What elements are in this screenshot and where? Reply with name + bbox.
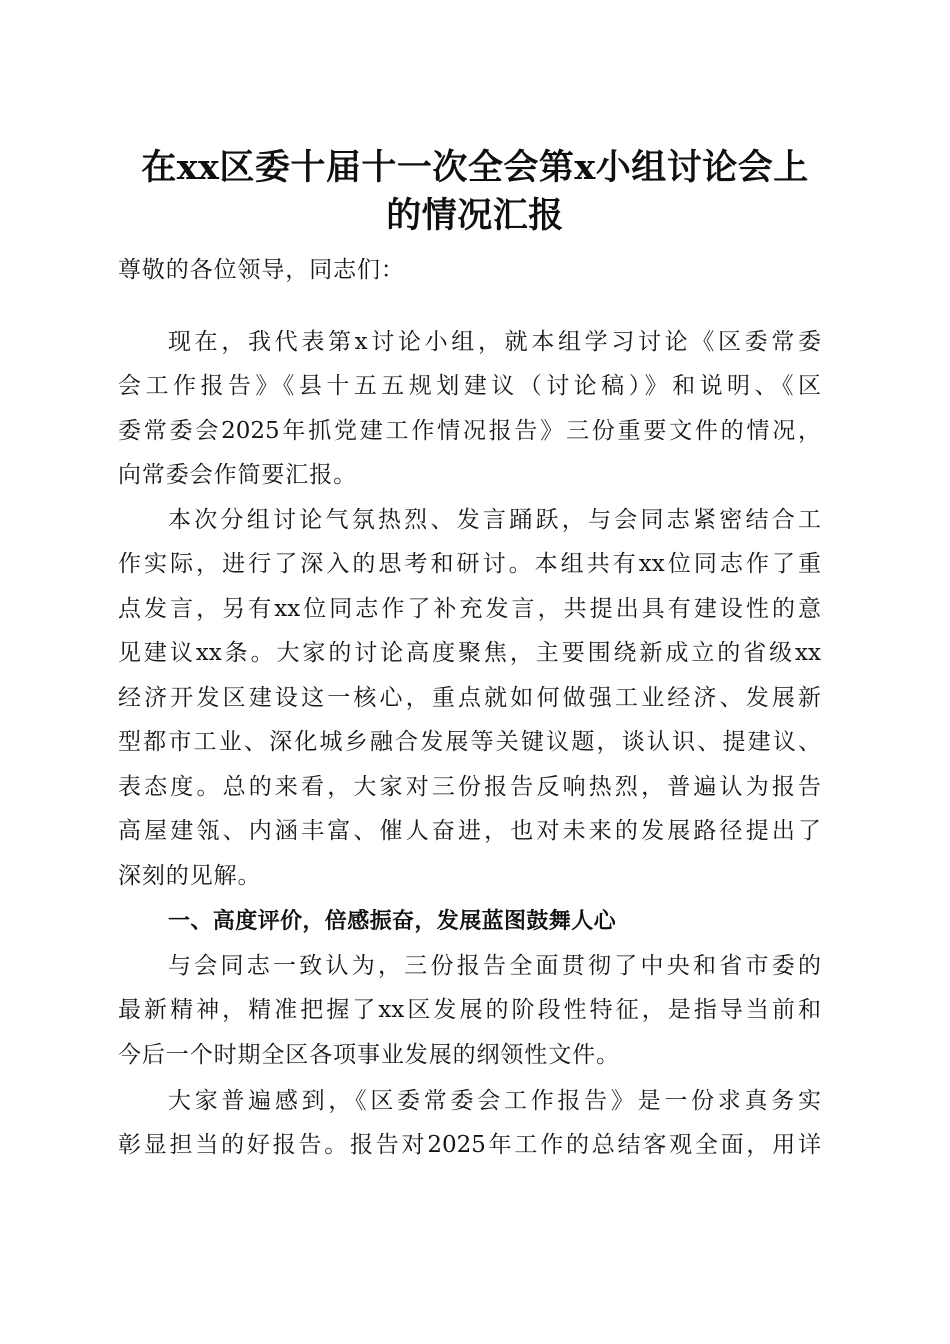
- paragraph-1-line-1: 现在，我代表第x讨论小组，就本组学习讨论《区委常委: [168, 329, 821, 355]
- paragraph-3-line-1: 与会同志一致认为，三份报告全面贯彻了中央和省市委的: [168, 953, 821, 979]
- paragraph-2-line-6: 型都市工业、深化城乡融合发展等关键议题，谈认识、提建议、: [118, 729, 821, 755]
- paragraph-2-line-2: 作实际，进行了深入的思考和研讨。本组共有xx位同志作了重: [118, 551, 821, 577]
- paragraph-1-line-2: 会工作报告》《县十五五规划建议（讨论稿）》和说明、《区: [118, 373, 821, 399]
- document-title-line-2: 的情况汇报: [386, 195, 564, 236]
- salutation: 尊敬的各位领导，同志们：: [118, 257, 405, 283]
- section-1-heading: 一、高度评价，倍感振奋，发展蓝图鼓舞人心: [168, 909, 617, 934]
- paragraph-2-line-9: 深刻的见解。: [118, 863, 262, 889]
- paragraph-2-line-7: 表态度。总的来看，大家对三份报告反响热烈，普遍认为报告: [118, 774, 821, 800]
- paragraph-1-line-4: 向常委会作简要汇报。: [118, 462, 357, 488]
- paragraph-2-line-5: 经济开发区建设这一核心，重点就如何做强工业经济、发展新: [118, 685, 821, 711]
- paragraph-2-line-1: 本次分组讨论气氛热烈、发言踊跃，与会同志紧密结合工: [168, 507, 821, 533]
- paragraph-2-line-4: 见建议xx条。大家的讨论高度聚焦，主要围绕新成立的省级xx: [118, 640, 821, 666]
- paragraph-2-line-8: 高屋建瓴、内涵丰富、催人奋进，也对未来的发展路径提出了: [118, 818, 821, 844]
- paragraph-4-line-2: 彰显担当的好报告。报告对2025年工作的总结客观全面，用详: [118, 1132, 821, 1158]
- paragraph-2-line-3: 点发言，另有xx位同志作了补充发言，共提出具有建设性的意: [118, 596, 821, 622]
- paragraph-3-line-3: 今后一个时期全区各项事业发展的纲领性文件。: [118, 1042, 620, 1068]
- document-title-line-1: 在xx区委十届十一次全会第x小组讨论会上: [141, 147, 809, 188]
- paragraph-1-line-3: 委常委会2025年抓党建工作情况报告》三份重要文件的情况，: [118, 418, 821, 444]
- paragraph-4-line-1: 大家普遍感到，《区委常委会工作报告》是一份求真务实: [168, 1088, 821, 1114]
- paragraph-3-line-2: 最新精神，精准把握了xx区发展的阶段性特征，是指导当前和: [118, 997, 821, 1023]
